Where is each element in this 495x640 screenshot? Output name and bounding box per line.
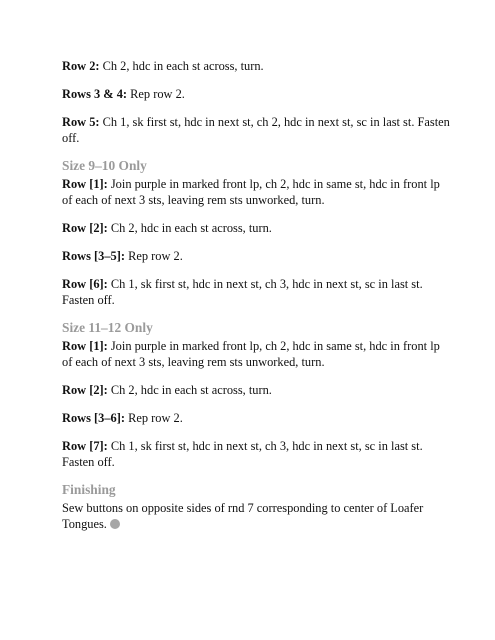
- row-2: [62, 220, 452, 236]
- row-label: Row 2:: [62, 59, 100, 73]
- row-text: Join purple in marked front lp, ch 2, hdc in same st, hdc in front lp of each of next 3 sts, leaving rem sts unworked, turn.: [62, 177, 440, 207]
- row-text: Ch 1, sk first st, hdc in next st, ch 3, hdc in next st, sc in last st. Fasten off.: [62, 277, 423, 307]
- row-label: Rows 3 & 4:: [62, 87, 128, 101]
- end-of-pattern-dot-icon: [110, 519, 120, 529]
- row-label: Rows [3–5]:: [62, 249, 125, 263]
- row-text: Ch 2, hdc in each st across, turn.: [99, 59, 264, 73]
- row-label: Row [2]:: [62, 383, 108, 397]
- row-1: [62, 338, 452, 370]
- row-text: Join purple in marked front lp, ch 2, hdc in same st, hdc in front lp of each of next 3 sts, leaving rem sts unworked, turn.: [62, 339, 440, 369]
- row-label: Row [6]:: [62, 277, 108, 291]
- finishing-instructions: Sew buttons on opposite sides of rnd 7 corresponding to center of Loafer Tongues.: [62, 501, 424, 531]
- row-text: Ch 2, hdc in each st across, turn.: [107, 383, 272, 397]
- row-label: Row [2]:: [62, 221, 108, 235]
- row-6: [62, 276, 452, 308]
- row-label: Row [1]:: [62, 177, 108, 191]
- section-heading-size-11-12: Size 11–12 Only: [62, 320, 153, 335]
- row-label: Rows [3–6]:: [62, 411, 125, 425]
- row-5: [62, 114, 452, 146]
- row-label: Row [1]:: [62, 339, 108, 353]
- row-text: Ch 2, hdc in each st across, turn.: [107, 221, 272, 235]
- row-1: [62, 176, 452, 208]
- finishing-text: [62, 500, 452, 532]
- row-text: Ch 1, sk first st, hdc in next st, ch 3, hdc in next st, sc in last st. Fasten off.: [62, 439, 423, 469]
- row-2: [62, 58, 452, 74]
- row-label: Row [7]:: [62, 439, 108, 453]
- pattern-page: [62, 58, 452, 544]
- row-7: [62, 438, 452, 470]
- rows-3-6: [62, 410, 452, 426]
- row-text: Rep row 2.: [124, 411, 183, 425]
- row-text: Rep row 2.: [127, 87, 185, 101]
- row-text: Rep row 2.: [124, 249, 183, 263]
- rows-3-5: [62, 248, 452, 264]
- section-heading-finishing: Finishing: [62, 482, 116, 497]
- rows-3-4: [62, 86, 452, 102]
- row-2: [62, 382, 452, 398]
- row-text: Ch 1, sk first st, hdc in next st, ch 2, hdc in next st, sc in last st. Fasten off.: [62, 115, 450, 145]
- row-label: Row 5:: [62, 115, 100, 129]
- section-heading-size-9-10: Size 9–10 Only: [62, 158, 147, 173]
